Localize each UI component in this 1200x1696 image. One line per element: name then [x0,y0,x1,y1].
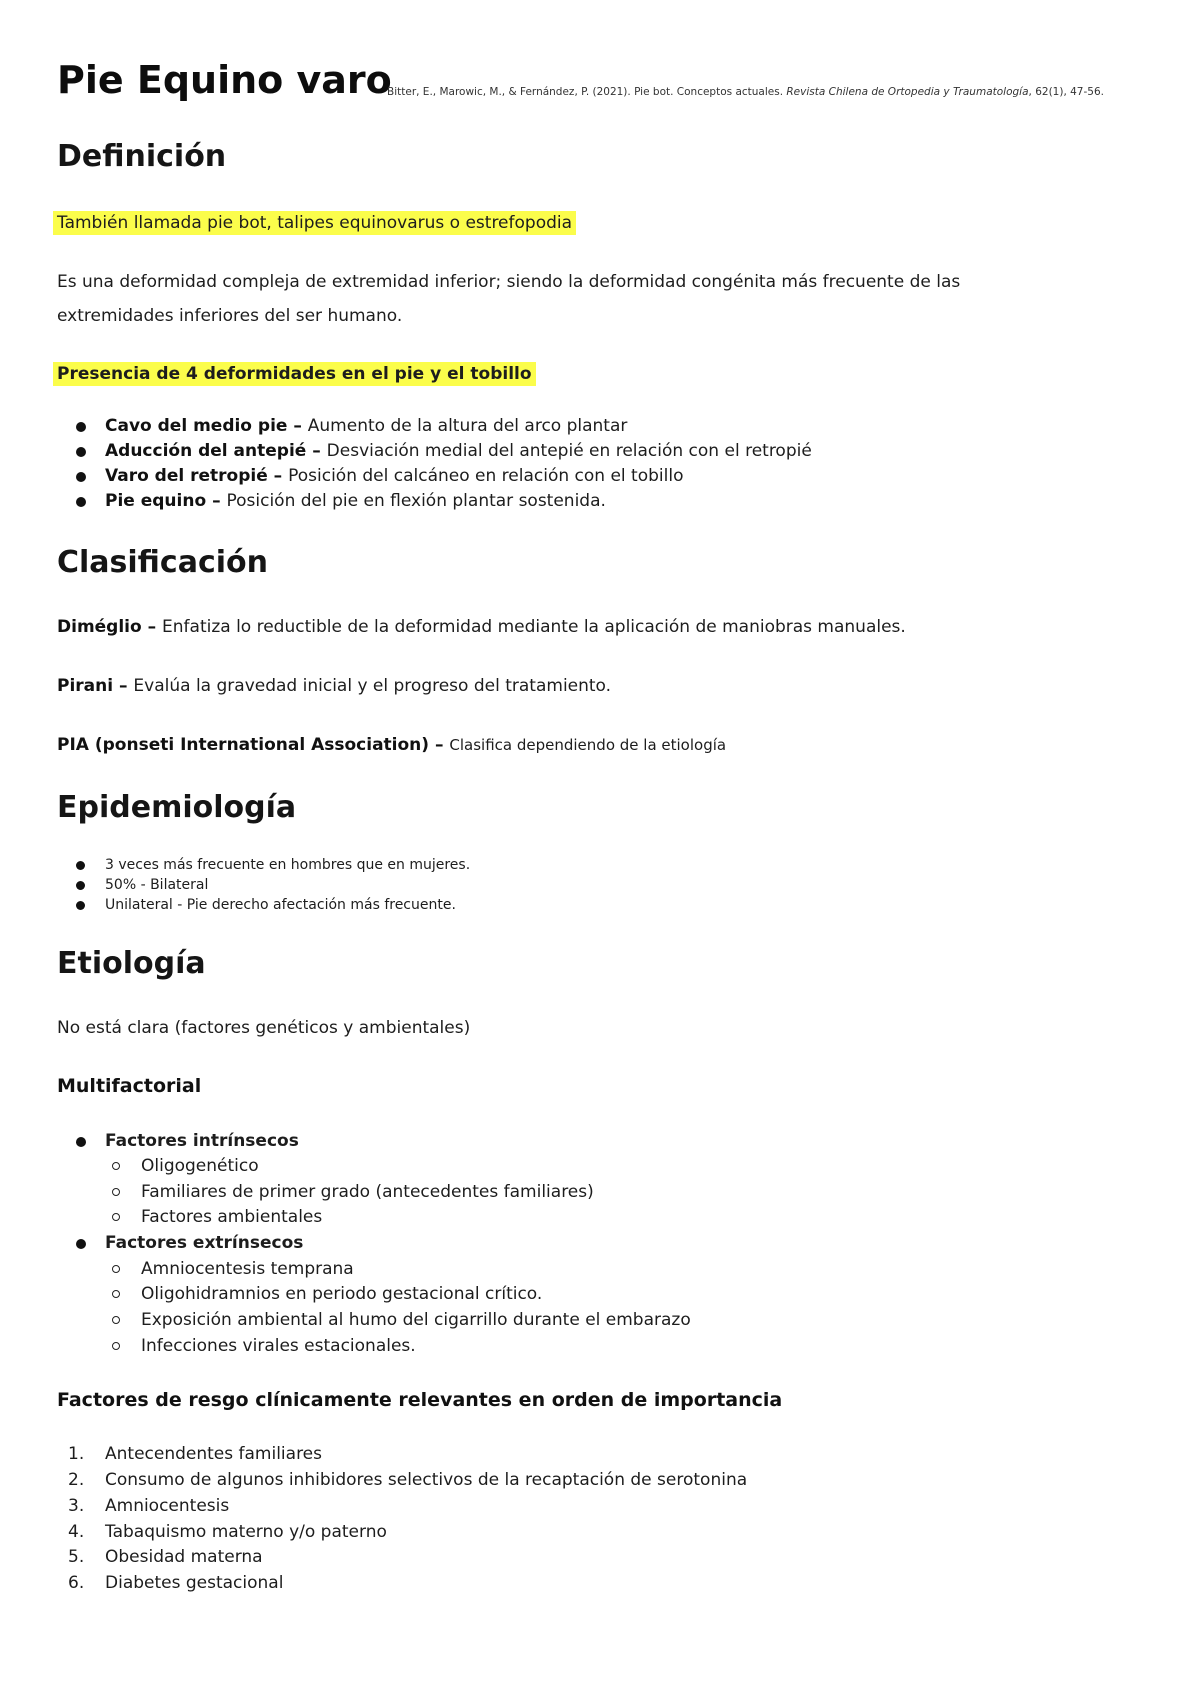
subheading-risk-factors: Factores de resgo clínicamente relevantes en orden de importancia [57,1389,783,1411]
bullet-icon [76,881,85,890]
definition-paragraph-line2: extremidades inferiores del ser humano. [57,306,403,326]
definition-paragraph-line1: Es una deformidad compleja de extremidad inferior; siendo la deformidad congénita más frecuente de las [57,272,961,292]
circle-bullet-icon [112,1213,120,1221]
list-item-deformity: Varo del retropié – Posición del calcáneo en relación con el tobillo [105,466,684,486]
bullet-icon [76,1239,86,1249]
list-item: Unilateral - Pie derecho afectación más frecuente. [105,897,456,913]
bullet-icon [76,901,85,910]
risk-item: Antecendentes familiares [105,1444,322,1464]
classification-item: Pirani – Evalúa la gravedad inicial y el progreso del tratamiento. [57,676,612,696]
circle-bullet-icon [112,1316,120,1324]
list-item: Factores ambientales [141,1207,323,1227]
citation-journal: Revista Chilena de Ortopedia y Traumatología [786,86,1029,98]
etiology-intro: No está clara (factores genéticos y ambientales) [57,1018,471,1038]
page-title: Pie Equino varo [57,58,392,102]
list-item: Exposición ambiental al humo del cigarrillo durante el embarazo [141,1310,691,1330]
bullet-icon [76,447,86,457]
circle-bullet-icon [112,1265,120,1273]
risk-item: Obesidad materna [105,1547,263,1567]
list-item: 50% - Bilateral [105,877,209,893]
bullet-icon [76,422,86,432]
list-item-deformity: Aducción del antepié – Desviación medial del antepié en relación con el retropié [105,441,812,461]
list-number: 6. [68,1573,85,1593]
group-label: Factores intrínsecos [105,1131,299,1151]
list-number: 1. [68,1444,85,1464]
risk-item: Consumo de algunos inhibidores selectivos de la recaptación de serotonina [105,1470,748,1490]
circle-bullet-icon [112,1162,120,1170]
list-number: 3. [68,1496,85,1516]
citation [387,86,1104,98]
circle-bullet-icon [112,1290,120,1298]
classification-item: PIA (ponseti International Association) – Clasifica dependiendo de la etiología [57,735,727,755]
heading-epidemiologia: Epidemiología [57,790,297,825]
classification-item: Diméglio – Enfatiza lo reductible de la deformidad mediante la aplicación de maniobras manuales. [57,617,906,637]
deformities-highlight [57,364,536,384]
list-number: 2. [68,1470,85,1490]
definition-highlight [57,213,576,233]
heading-etiologia: Etiología [57,946,206,981]
group-label: Factores extrínsecos [105,1233,304,1253]
highlighted-text: También llamada pie bot, talipes equinovarus o estrefopodia [53,211,576,235]
list-item: Amniocentesis temprana [141,1259,354,1279]
bullet-icon [76,497,86,507]
list-number: 5. [68,1547,85,1567]
list-item: 3 veces más frecuente en hombres que en mujeres. [105,857,471,873]
bullet-icon [76,861,85,870]
circle-bullet-icon [112,1188,120,1196]
list-item: Infecciones virales estacionales. [141,1336,416,1356]
bullet-icon [76,472,86,482]
citation-tail: , 62(1), 47-56. [1028,86,1104,98]
list-item: Oligohidramnios en periodo gestacional crítico. [141,1284,543,1304]
list-item-deformity: Cavo del medio pie – Aumento de la altura del arco plantar [105,416,628,436]
list-item-deformity: Pie equino – Posición del pie en flexión plantar sostenida. [105,491,606,511]
heading-definicion: Definición [57,139,227,174]
citation-text: Bitter, E., Marowic, M., & Fernández, P. (2021). Pie bot. Conceptos actuales. [387,86,784,98]
bullet-icon [76,1137,86,1147]
list-item: Oligogenético [141,1156,259,1176]
list-item: Familiares de primer grado (antecedentes familiares) [141,1182,594,1202]
circle-bullet-icon [112,1342,120,1350]
subheading-multifactorial: Multifactorial [57,1075,202,1097]
risk-item: Amniocentesis [105,1496,230,1516]
list-number: 4. [68,1522,85,1542]
heading-clasificacion: Clasificación [57,545,268,580]
risk-item: Diabetes gestacional [105,1573,284,1593]
highlighted-text: Presencia de 4 deformidades en el pie y el tobillo [53,362,536,386]
risk-item: Tabaquismo materno y/o paterno [105,1522,387,1542]
